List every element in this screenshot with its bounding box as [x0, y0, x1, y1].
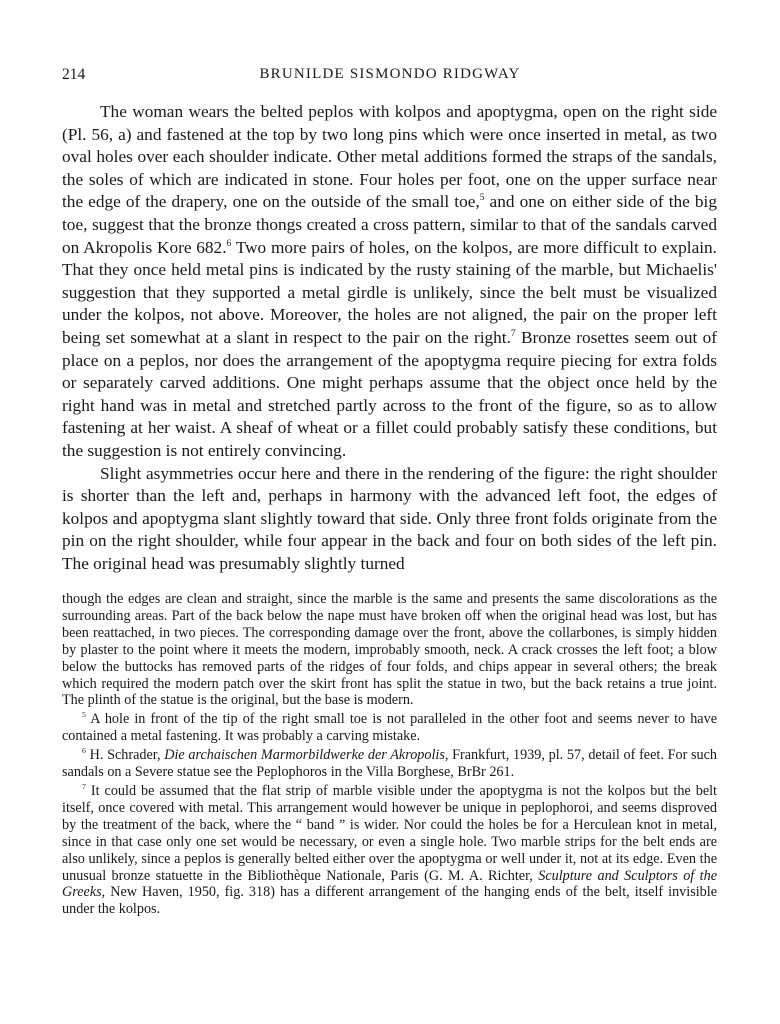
running-head: BRUNILDE SISMONDO RIDGWAY: [259, 66, 521, 82]
page-number: 214: [62, 66, 86, 83]
book-title: Sculpture and Sculptors of the Greeks: [62, 867, 717, 901]
footnote-5: [62, 711, 717, 745]
footnote-ref-6[interactable]: 6: [226, 238, 232, 249]
footnote-text: , New Haven, 1950, fig. 318) has a different arrangement of the hanging ends of the belt, itself invisible under the kolpos.: [62, 884, 717, 918]
footnote-number: 7: [82, 782, 86, 792]
body-paragraph-2: Slight asymmetries occur here and there in the rendering of the figure: the right shoulder is shorter than the left and, perhaps in harmony with the advanced left foot, the edges of kolpos and apoptygma slant slightly toward that side. Only three front folds originate from the pin on the right shoulder, while four appear in the back and four on both sides of the left pin. The original head was presumably slightly turned: [62, 463, 717, 573]
text-span: Two more pairs of holes, on the kolpos, are more difficult to explain. That they once held metal pins is indicated by the rusty staining of the marble, but Michaelis' suggestion that they supported a metal girdle is unlikely, since the belt must be visualized under the kolpos, not above. Moreover, the holes are not aligned, the pair on the proper left being set somewhat at a slant in respect to the pair on the right.: [62, 237, 717, 347]
book-title: Die archaischen Marmorbildwerke der Akropolis: [164, 747, 445, 764]
footnote-text: H. Schrader,: [85, 747, 165, 764]
footnote-6: [62, 747, 717, 781]
footnote-ref-7[interactable]: 7: [510, 328, 516, 339]
footnote-continuation: though the edges are clean and straight, since the marble is the same and presents the same discolorations as the surrounding areas. Part of the back below the nape must have broken off when the original head was lost, but has been reattached, in two pieces. The corresponding damage over the front, above the collarbones, is simply hidden by plaster to the point where it meets the modern, improbably smooth, neck. A crack crosses the left foot; a blow below the buttocks has removed parts of the ridges of four folds, and chips appear in several others; the break which required the modern patch over the skirt front has split the statue in two, but the back retains a true joint. The plinth of the statue is the original, but the base is modern.: [62, 591, 717, 709]
footnote-text: It could be assumed that the flat strip of marble visible under the apoptygma is not the kolpos but the belt itself, once covered with metal. This arrangement would however be unique in peplophoroi, and seems disproved by the treatment of the back, where the “ band ” is wider. Nor could the holes be for a Herculean knot in metal, since in that case only one set would be necessary, or even a single hole. Two marble strips for the belt ends are also unlikely, since a peplos is generally belted either over the apoptygma or well under it, not at its edge. Even the unusual bronze statuette in the Bibliothèque Nationale, Paris (G. M. A. Richter,: [62, 782, 717, 884]
text-span: The woman wears the belted peplos with kolpos and apoptygma, open on the right side (Pl. 56, a) and fastened at the top by two long pins which were once inserted in metal, as two oval holes over each shoulder indicate. Other metal additions formed the straps of the sandals, the soles of which are indicated in stone. Four holes per foot, one on the upper surface near the edge of the drapery, one on the outside of the small toe,: [62, 102, 717, 212]
footnote-text: A hole in front of the tip of the right small toe is not paralleled in the other foot and seems never to have contained a metal fastening. It was probably a carving mistake.: [62, 711, 717, 745]
footnote-number: 5: [82, 710, 86, 720]
text-span: Bronze rosettes seem out of place on a peplos, nor does the arrangement of the apoptygma require piecing for extra folds or separately carved additions. One might perhaps assume that the object once held by the right hand was in metal and stretched partly across to the front of the figure, so as to allow fastening at her waist. A sheaf of wheat or a fillet could probably satisfy these conditions, but the suggestion is not entirely convincing.: [62, 327, 717, 460]
text-span: and one on either side of the big toe, suggest that the bronze thongs created a cross pattern, similar to that of the sandals carved on Akropolis Kore 682.: [62, 192, 717, 257]
footnotes: [62, 591, 717, 920]
page-header: [62, 66, 718, 86]
footnote-ref-5[interactable]: 5: [479, 193, 485, 204]
footnote-text: , Frankfurt, 1939, pl. 57, detail of feet. For such sandals on a Severe statue see the Peplophoros in the Villa Borghese, BrBr 261.: [62, 747, 717, 781]
footnote-7: [62, 783, 717, 918]
body-paragraph-1: [62, 101, 717, 463]
footnote-number: 6: [82, 746, 86, 756]
main-text: [62, 101, 717, 575]
